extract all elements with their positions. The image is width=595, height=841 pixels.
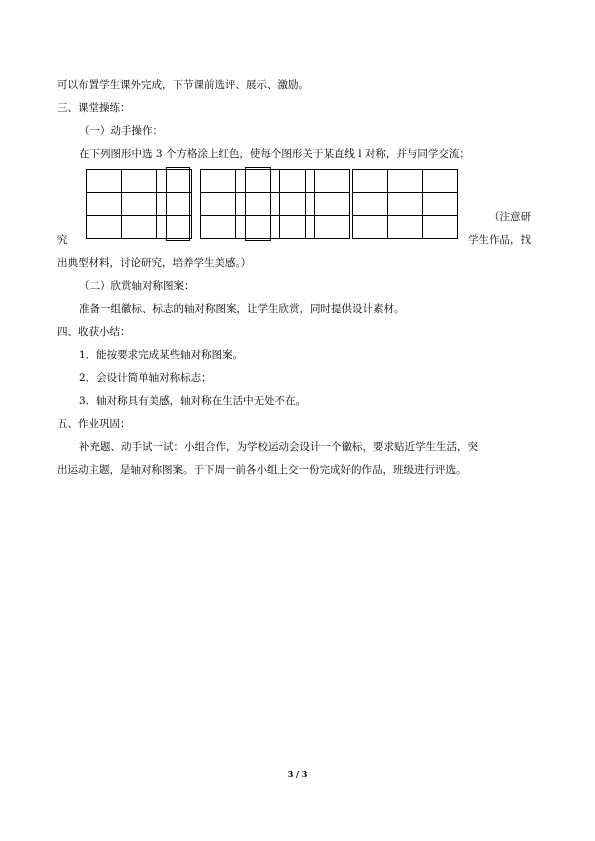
grid-cell <box>315 193 350 216</box>
text-note-start: （注意研 <box>489 211 531 223</box>
section-heading-practice: 三、课堂操练： <box>57 102 131 114</box>
grid-cell <box>423 216 458 239</box>
square-grid-figure <box>279 169 350 239</box>
grid-cell <box>315 216 350 239</box>
grid-row <box>353 216 458 239</box>
grid-cell <box>122 216 157 239</box>
text-line-continuation: 可以布置学生课外完成，下节课前选评、展示、激励。 <box>57 79 309 91</box>
text-line-note-end: 出典型材料，讨论研究，培养学生美感。） <box>57 257 252 269</box>
square-grid-figure <box>352 169 458 239</box>
grid-cell <box>201 216 236 239</box>
section-heading-homework: 五、作业巩固： <box>57 418 131 430</box>
section-heading-summary: 四、收获小结： <box>57 326 131 338</box>
grid-cell <box>87 193 122 216</box>
summary-item: 3．轴对称具有美感，轴对称在生活中无处不在。 <box>79 395 307 407</box>
grid-cell <box>353 170 388 193</box>
text-line-prepare: 准备一组徽标、标志的轴对称图案，让学生欣赏，同时提供设计素材。 <box>79 303 405 315</box>
highlighted-column <box>245 167 271 241</box>
grid-cell <box>122 193 157 216</box>
grid-cell <box>280 216 315 239</box>
grid-row <box>280 216 350 239</box>
grid-row <box>280 170 350 193</box>
text-note-left: 究 <box>57 234 68 246</box>
grid-cell <box>423 170 458 193</box>
grid-cell <box>87 170 122 193</box>
grid-cell <box>280 193 315 216</box>
grid-cell <box>388 193 423 216</box>
text-line-instruction: 在下列图形中选 3 个方格涂上红色，使每个图形关于某直线 l 对称，并与同学交流； <box>79 148 470 160</box>
page-number: 3 / 3 <box>287 769 308 779</box>
grid-cell <box>201 193 236 216</box>
grid-cell <box>353 216 388 239</box>
grid-cell <box>201 170 236 193</box>
grid-cell <box>87 216 122 239</box>
grid-cell <box>315 170 350 193</box>
grid-cell <box>122 170 157 193</box>
text-line-homework: 出运动主题，是轴对称图案。于下周一前各小组上交一份完成好的作品，班级进行评选。 <box>57 464 467 476</box>
summary-item: 1．能按要求完成某些轴对称图案。 <box>79 349 244 361</box>
grid-row <box>353 170 458 193</box>
grid-cell <box>388 170 423 193</box>
subsection-hands-on: （一）动手操作： <box>79 125 163 137</box>
grid-cell <box>353 193 388 216</box>
grid-cell <box>280 170 315 193</box>
grid-row <box>353 193 458 216</box>
grid-cell <box>388 216 423 239</box>
text-note-right: 学生作品，找 <box>468 234 531 246</box>
grid-cell <box>423 193 458 216</box>
grid-row <box>280 193 350 216</box>
subsection-appreciation: （二）欣赏轴对称图案： <box>79 280 195 292</box>
highlighted-column <box>166 167 190 241</box>
text-line-homework: 补充题、动手试一试：小组合作，为学校运动会设计一个徽标，要求贴近学生生活，突 <box>79 441 478 453</box>
summary-item: 2．会设计简单轴对称标志； <box>79 372 212 384</box>
